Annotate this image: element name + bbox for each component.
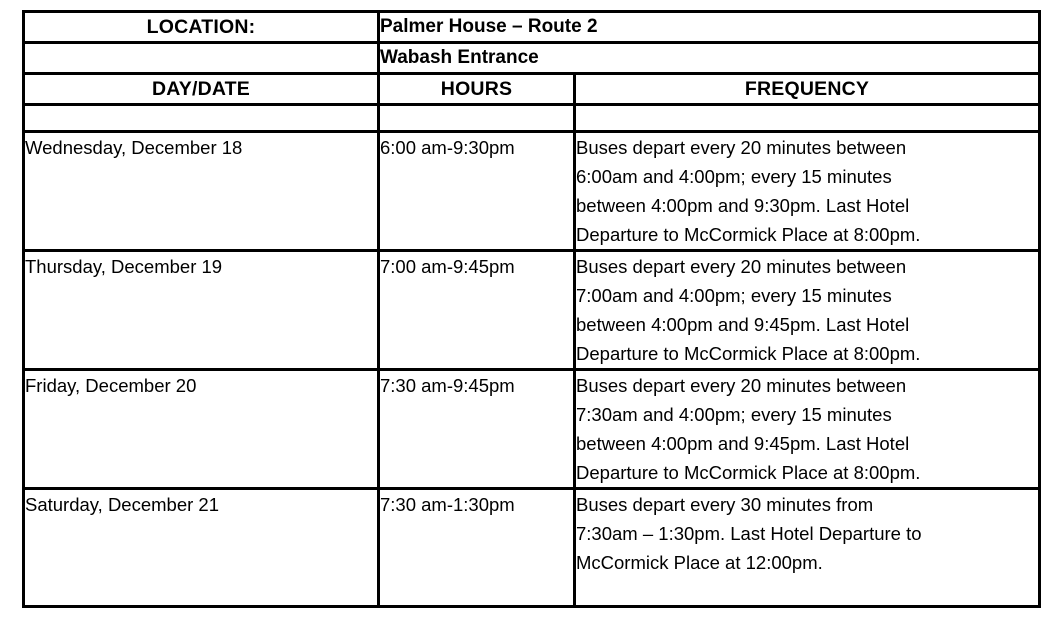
row-frequency (575, 489, 1040, 607)
row-hours: 6:00 am-9:30pm (379, 132, 575, 251)
row-day-date: Thursday, December 19 (24, 251, 379, 370)
frequency-line: Buses depart every 20 minutes between (576, 256, 907, 277)
frequency-line: Departure to McCormick Place at 8:00pm. (576, 462, 921, 483)
location-label-cell: LOCATION: (24, 12, 379, 43)
frequency-line: between 4:00pm and 9:45pm. Last Hotel (576, 314, 910, 335)
entrance-blank-cell (24, 43, 379, 74)
frequency-line: 7:30am and 4:00pm; every 15 minutes (576, 404, 892, 425)
location-venue-cell: Palmer House – Route 2 (379, 12, 1040, 43)
table-row (24, 489, 1040, 607)
location-row (24, 12, 1040, 43)
column-header-day-date: DAY/DATE (24, 74, 379, 105)
row-frequency (575, 251, 1040, 370)
frequency-line: Departure to McCormick Place at 8:00pm. (576, 224, 921, 245)
frequency-line: Buses depart every 30 minutes from (576, 494, 874, 515)
frequency-line: 7:30am – 1:30pm. Last Hotel Departure to (576, 523, 922, 544)
row-day-date: Saturday, December 21 (24, 489, 379, 607)
row-frequency (575, 132, 1040, 251)
row-day-date: Friday, December 20 (24, 370, 379, 489)
frequency-line: Departure to McCormick Place at 8:00pm. (576, 343, 921, 364)
table-row (24, 370, 1040, 489)
frequency-line: between 4:00pm and 9:45pm. Last Hotel (576, 433, 910, 454)
spacer-cell-frequency (575, 105, 1040, 132)
spacer-cell-hours (379, 105, 575, 132)
column-header-hours: HOURS (379, 74, 575, 105)
table-row (24, 251, 1040, 370)
row-day-date: Wednesday, December 18 (24, 132, 379, 251)
frequency-line: Buses depart every 20 minutes between (576, 137, 907, 158)
shuttle-schedule-table (22, 10, 1041, 608)
row-hours: 7:30 am-9:45pm (379, 370, 575, 489)
spacer-row (24, 105, 1040, 132)
row-hours: 7:00 am-9:45pm (379, 251, 575, 370)
table-row (24, 132, 1040, 251)
column-header-frequency: FREQUENCY (575, 74, 1040, 105)
spacer-cell-day (24, 105, 379, 132)
frequency-line: 6:00am and 4:00pm; every 15 minutes (576, 166, 892, 187)
frequency-line: 7:00am and 4:00pm; every 15 minutes (576, 285, 892, 306)
entrance-row (24, 43, 1040, 74)
row-frequency (575, 370, 1040, 489)
frequency-line: McCormick Place at 12:00pm. (576, 552, 823, 573)
column-header-row (24, 74, 1040, 105)
entrance-value-cell: Wabash Entrance (379, 43, 1040, 74)
frequency-line: between 4:00pm and 9:30pm. Last Hotel (576, 195, 910, 216)
row-hours: 7:30 am-1:30pm (379, 489, 575, 607)
frequency-line: Buses depart every 20 minutes between (576, 375, 907, 396)
